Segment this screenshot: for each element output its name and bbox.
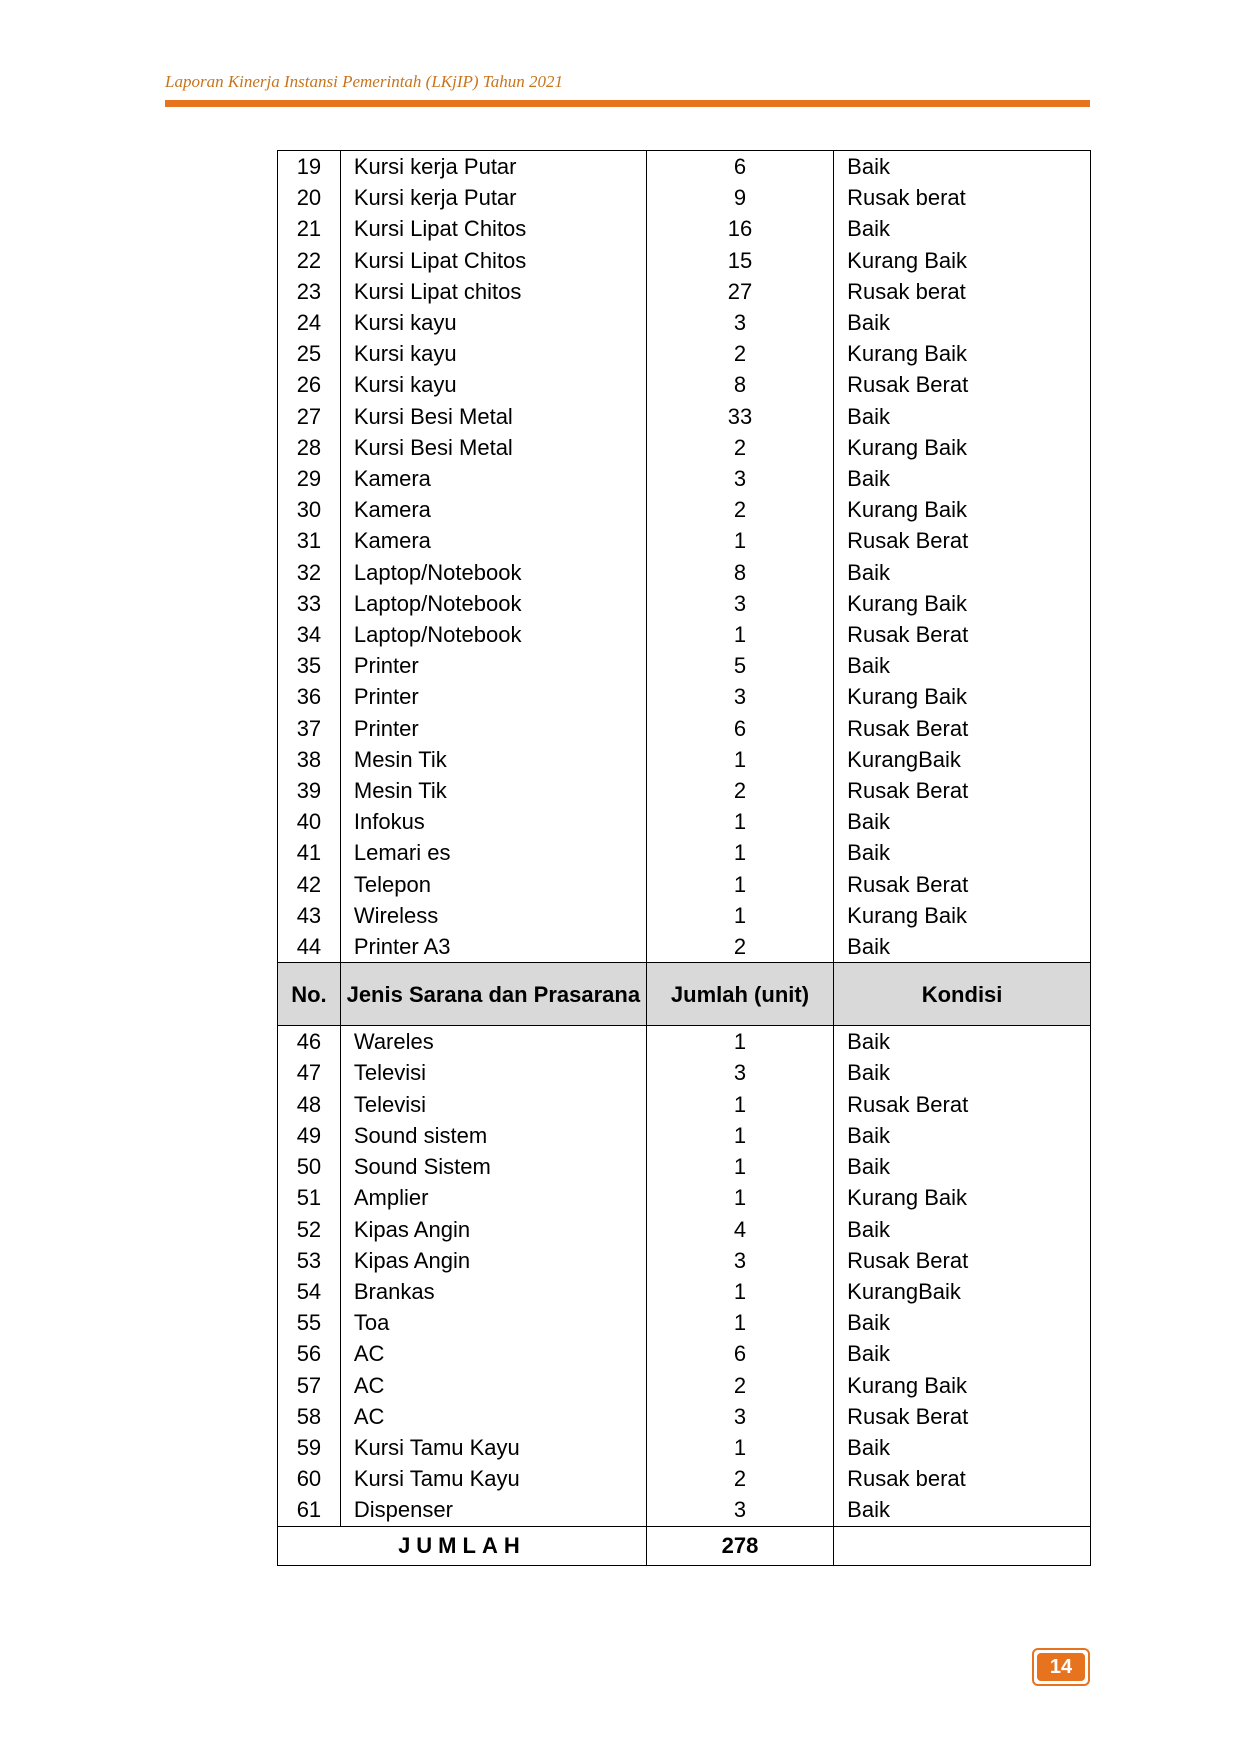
item-name: Kursi Lipat Chitos <box>340 245 646 276</box>
row-number: 44 <box>278 931 341 963</box>
row-number: 48 <box>278 1089 341 1120</box>
item-condition: Baik <box>834 557 1091 588</box>
item-quantity: 2 <box>646 1370 833 1401</box>
total-empty-cell <box>834 1526 1091 1565</box>
table-footer <box>278 1526 1091 1565</box>
item-condition: Baik <box>834 307 1091 338</box>
item-quantity: 1 <box>646 1120 833 1151</box>
row-number: 30 <box>278 494 341 525</box>
row-number: 21 <box>278 213 341 244</box>
item-quantity: 1 <box>646 837 833 868</box>
item-name: Kursi Besi Metal <box>340 432 646 463</box>
item-name: Laptop/Notebook <box>340 588 646 619</box>
item-name: Sound sistem <box>340 1120 646 1151</box>
row-number: 22 <box>278 245 341 276</box>
table-row <box>278 650 1091 681</box>
item-name: Printer <box>340 713 646 744</box>
item-quantity: 1 <box>646 869 833 900</box>
table-row <box>278 369 1091 400</box>
table-row <box>278 276 1091 307</box>
item-name: Lemari es <box>340 837 646 868</box>
total-row <box>278 1526 1091 1565</box>
item-quantity: 8 <box>646 557 833 588</box>
item-condition: Baik <box>834 151 1091 183</box>
table-row <box>278 744 1091 775</box>
item-condition: Baik <box>834 650 1091 681</box>
table-row <box>278 1307 1091 1338</box>
table-row <box>278 1401 1091 1432</box>
table-row <box>278 1432 1091 1463</box>
table-body-bottom <box>278 1026 1091 1526</box>
item-name: Printer <box>340 681 646 712</box>
table-row <box>278 900 1091 931</box>
item-quantity: 2 <box>646 931 833 963</box>
item-condition: Baik <box>834 806 1091 837</box>
item-condition: Kurang Baik <box>834 1182 1091 1213</box>
item-name: Kipas Angin <box>340 1214 646 1245</box>
table-row <box>278 1214 1091 1245</box>
row-number: 52 <box>278 1214 341 1245</box>
item-name: Printer A3 <box>340 931 646 963</box>
row-number: 31 <box>278 525 341 556</box>
table-row <box>278 1463 1091 1494</box>
row-number: 43 <box>278 900 341 931</box>
row-number: 58 <box>278 1401 341 1432</box>
item-condition: Baik <box>834 463 1091 494</box>
report-header-title: Laporan Kinerja Instansi Pemerintah (LKjIP) Tahun 2021 <box>165 72 563 91</box>
item-name: Infokus <box>340 806 646 837</box>
row-number: 56 <box>278 1338 341 1369</box>
row-number: 60 <box>278 1463 341 1494</box>
item-quantity: 9 <box>646 182 833 213</box>
table-row <box>278 1338 1091 1369</box>
item-condition: Rusak berat <box>834 1463 1091 1494</box>
row-number: 35 <box>278 650 341 681</box>
item-condition: Baik <box>834 1214 1091 1245</box>
table-row <box>278 619 1091 650</box>
column-header-name: Jenis Sarana dan Prasarana <box>340 963 646 1026</box>
item-condition: Rusak Berat <box>834 713 1091 744</box>
item-name: Laptop/Notebook <box>340 557 646 588</box>
item-condition: Kurang Baik <box>834 494 1091 525</box>
row-number: 61 <box>278 1494 341 1526</box>
item-condition: Rusak Berat <box>834 619 1091 650</box>
item-quantity: 15 <box>646 245 833 276</box>
table-row <box>278 557 1091 588</box>
item-quantity: 4 <box>646 1214 833 1245</box>
item-name: Kursi Lipat Chitos <box>340 213 646 244</box>
table-row <box>278 307 1091 338</box>
item-name: AC <box>340 1370 646 1401</box>
total-label: JUMLAH <box>278 1526 647 1565</box>
item-name: Amplier <box>340 1182 646 1213</box>
item-condition: KurangBaik <box>834 744 1091 775</box>
item-condition: Baik <box>834 1432 1091 1463</box>
item-quantity: 1 <box>646 900 833 931</box>
table-row <box>278 213 1091 244</box>
item-quantity: 1 <box>646 1026 833 1058</box>
table-row <box>278 775 1091 806</box>
item-quantity: 2 <box>646 775 833 806</box>
item-name: Kursi Tamu Kayu <box>340 1463 646 1494</box>
row-number: 38 <box>278 744 341 775</box>
table-row <box>278 1245 1091 1276</box>
row-number: 32 <box>278 557 341 588</box>
item-quantity: 33 <box>646 401 833 432</box>
row-number: 34 <box>278 619 341 650</box>
item-condition: Kurang Baik <box>834 1370 1091 1401</box>
item-condition: Kurang Baik <box>834 900 1091 931</box>
item-condition: Baik <box>834 1494 1091 1526</box>
item-quantity: 1 <box>646 525 833 556</box>
column-header-condition: Kondisi <box>834 963 1091 1026</box>
item-condition: Kurang Baik <box>834 588 1091 619</box>
item-name: Kamera <box>340 494 646 525</box>
item-name: Wareles <box>340 1026 646 1058</box>
item-condition: Rusak Berat <box>834 525 1091 556</box>
item-name: Kursi Tamu Kayu <box>340 1432 646 1463</box>
item-quantity: 1 <box>646 744 833 775</box>
header-divider <box>165 100 1090 107</box>
table-row <box>278 1151 1091 1182</box>
item-condition: Baik <box>834 1057 1091 1088</box>
row-number: 53 <box>278 1245 341 1276</box>
item-quantity: 6 <box>646 1338 833 1369</box>
table-header <box>278 963 1091 1026</box>
row-number: 47 <box>278 1057 341 1088</box>
table-row <box>278 1120 1091 1151</box>
item-quantity: 8 <box>646 369 833 400</box>
row-number: 59 <box>278 1432 341 1463</box>
item-quantity: 16 <box>646 213 833 244</box>
item-quantity: 1 <box>646 1089 833 1120</box>
item-quantity: 6 <box>646 713 833 744</box>
column-header-no: No. <box>278 963 341 1026</box>
item-name: Kursi kerja Putar <box>340 151 646 183</box>
row-number: 28 <box>278 432 341 463</box>
item-quantity: 1 <box>646 1151 833 1182</box>
table-row <box>278 806 1091 837</box>
item-quantity: 1 <box>646 619 833 650</box>
inventory-table <box>277 150 1091 1566</box>
item-condition: Rusak Berat <box>834 369 1091 400</box>
item-name: Kamera <box>340 463 646 494</box>
table-row <box>278 588 1091 619</box>
item-condition: Baik <box>834 1338 1091 1369</box>
page-number-badge <box>1032 1648 1090 1686</box>
column-header-row <box>278 963 1091 1026</box>
row-number: 55 <box>278 1307 341 1338</box>
table-row <box>278 1276 1091 1307</box>
row-number: 36 <box>278 681 341 712</box>
item-quantity: 1 <box>646 1307 833 1338</box>
item-name: Kipas Angin <box>340 1245 646 1276</box>
row-number: 23 <box>278 276 341 307</box>
item-name: Kursi kayu <box>340 369 646 400</box>
item-condition: Kurang Baik <box>834 432 1091 463</box>
item-quantity: 1 <box>646 1432 833 1463</box>
column-header-qty: Jumlah (unit) <box>646 963 833 1026</box>
item-name: Kursi kayu <box>340 338 646 369</box>
item-condition: Kurang Baik <box>834 338 1091 369</box>
table-row <box>278 1089 1091 1120</box>
item-quantity: 27 <box>646 276 833 307</box>
item-name: Kamera <box>340 525 646 556</box>
row-number: 26 <box>278 369 341 400</box>
row-number: 25 <box>278 338 341 369</box>
item-condition: Baik <box>834 1026 1091 1058</box>
item-name: Mesin Tik <box>340 744 646 775</box>
table-row <box>278 931 1091 963</box>
item-quantity: 1 <box>646 806 833 837</box>
item-condition: Rusak Berat <box>834 1245 1091 1276</box>
table-row <box>278 869 1091 900</box>
table-row <box>278 1057 1091 1088</box>
row-number: 39 <box>278 775 341 806</box>
item-name: Laptop/Notebook <box>340 619 646 650</box>
row-number: 42 <box>278 869 341 900</box>
item-condition: Rusak berat <box>834 276 1091 307</box>
item-quantity: 6 <box>646 151 833 183</box>
table-row <box>278 151 1091 183</box>
item-condition: Rusak Berat <box>834 869 1091 900</box>
item-condition: Baik <box>834 213 1091 244</box>
item-name: Printer <box>340 650 646 681</box>
row-number: 27 <box>278 401 341 432</box>
item-quantity: 3 <box>646 1057 833 1088</box>
row-number: 51 <box>278 1182 341 1213</box>
row-number: 24 <box>278 307 341 338</box>
item-name: Toa <box>340 1307 646 1338</box>
row-number: 54 <box>278 1276 341 1307</box>
row-number: 57 <box>278 1370 341 1401</box>
item-condition: Baik <box>834 931 1091 963</box>
item-name: Wireless <box>340 900 646 931</box>
row-number: 29 <box>278 463 341 494</box>
table-row <box>278 1370 1091 1401</box>
table-row <box>278 182 1091 213</box>
item-condition: Baik <box>834 1151 1091 1182</box>
item-quantity: 1 <box>646 1182 833 1213</box>
table-body-top <box>278 151 1091 963</box>
item-name: AC <box>340 1338 646 1369</box>
item-name: Dispenser <box>340 1494 646 1526</box>
item-condition: Kurang Baik <box>834 245 1091 276</box>
total-value: 278 <box>646 1526 833 1565</box>
item-condition: Baik <box>834 401 1091 432</box>
table-row <box>278 1494 1091 1526</box>
table-row <box>278 245 1091 276</box>
item-quantity: 5 <box>646 650 833 681</box>
row-number: 46 <box>278 1026 341 1058</box>
item-name: Kursi Besi Metal <box>340 401 646 432</box>
item-quantity: 3 <box>646 1245 833 1276</box>
item-name: Kursi kayu <box>340 307 646 338</box>
item-name: Kursi kerja Putar <box>340 182 646 213</box>
item-condition: Rusak Berat <box>834 1401 1091 1432</box>
item-quantity: 3 <box>646 1401 833 1432</box>
item-quantity: 2 <box>646 494 833 525</box>
item-quantity: 3 <box>646 588 833 619</box>
row-number: 40 <box>278 806 341 837</box>
item-condition: Rusak berat <box>834 182 1091 213</box>
item-quantity: 2 <box>646 1463 833 1494</box>
item-condition: Rusak Berat <box>834 775 1091 806</box>
item-name: Sound Sistem <box>340 1151 646 1182</box>
item-quantity: 3 <box>646 1494 833 1526</box>
table-row <box>278 1026 1091 1058</box>
item-name: Mesin Tik <box>340 775 646 806</box>
row-number: 50 <box>278 1151 341 1182</box>
row-number: 49 <box>278 1120 341 1151</box>
table-row <box>278 1182 1091 1213</box>
table-row <box>278 401 1091 432</box>
table-row <box>278 525 1091 556</box>
table-row <box>278 837 1091 868</box>
item-quantity: 2 <box>646 432 833 463</box>
table-row <box>278 463 1091 494</box>
item-name: Televisi <box>340 1089 646 1120</box>
table-row <box>278 681 1091 712</box>
page-number: 14 <box>1037 1653 1085 1681</box>
item-condition: Baik <box>834 837 1091 868</box>
row-number: 37 <box>278 713 341 744</box>
item-name: Kursi Lipat chitos <box>340 276 646 307</box>
item-name: Televisi <box>340 1057 646 1088</box>
item-condition: Kurang Baik <box>834 681 1091 712</box>
item-quantity: 3 <box>646 463 833 494</box>
item-quantity: 3 <box>646 307 833 338</box>
table-row <box>278 494 1091 525</box>
item-condition: KurangBaik <box>834 1276 1091 1307</box>
row-number: 41 <box>278 837 341 868</box>
row-number: 33 <box>278 588 341 619</box>
item-name: AC <box>340 1401 646 1432</box>
item-condition: Rusak Berat <box>834 1089 1091 1120</box>
row-number: 20 <box>278 182 341 213</box>
item-name: Brankas <box>340 1276 646 1307</box>
table-row <box>278 432 1091 463</box>
row-number: 19 <box>278 151 341 183</box>
item-quantity: 3 <box>646 681 833 712</box>
item-quantity: 1 <box>646 1276 833 1307</box>
item-condition: Baik <box>834 1120 1091 1151</box>
table-row <box>278 338 1091 369</box>
item-quantity: 2 <box>646 338 833 369</box>
table-row <box>278 713 1091 744</box>
item-name: Telepon <box>340 869 646 900</box>
item-condition: Baik <box>834 1307 1091 1338</box>
